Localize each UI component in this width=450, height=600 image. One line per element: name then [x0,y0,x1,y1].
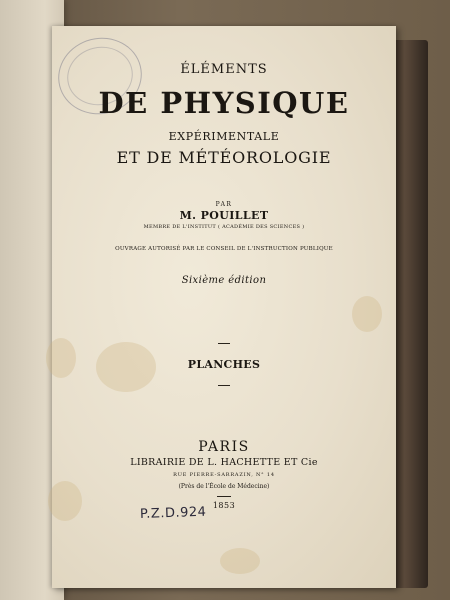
authorization-line: OUVRAGE AUTORISÉ PAR LE CONSEIL DE L'INSTRUCTION PUBLIQUE [115,246,333,252]
divider-rule [218,385,230,386]
foxing-spot [352,296,382,332]
divider-rule [218,343,230,344]
imprint-year: 1853 [212,501,236,510]
title-line-physique: DE PHYSIQUE [98,86,350,120]
title-line-experimentale: EXPÉRIMENTALE [168,130,280,143]
par-label: PAR [215,201,233,208]
handwritten-shelfmark: P.Z.D.924 [139,504,207,522]
author-affiliation: MEMBRE DE L'INSTITUT ( ACADÉMIE DES SCIENCES ) [143,224,305,230]
book-cover-edge [392,40,428,588]
divider-rule [217,496,231,497]
imprint-city: PARIS [198,439,250,455]
section-title: PLANCHES [187,358,261,371]
imprint-publisher: LIBRAIRIE DE L. HACHETTE ET Cie [130,457,318,468]
imprint-near: (Près de l'École de Médecine) [178,483,270,490]
title-line-meteorologie: ET DE MÉTÉOROLOGIE [116,148,332,167]
edition-label: Sixième édition [181,275,267,286]
title-page [52,26,396,588]
foxing-spot [220,548,260,574]
title-line-elements: ÉLÉMENTS [180,62,268,77]
imprint-street: RUE PIERRE-SARRAZIN, N° 14 [173,472,275,478]
author-name: M. POUILLET [179,209,269,222]
